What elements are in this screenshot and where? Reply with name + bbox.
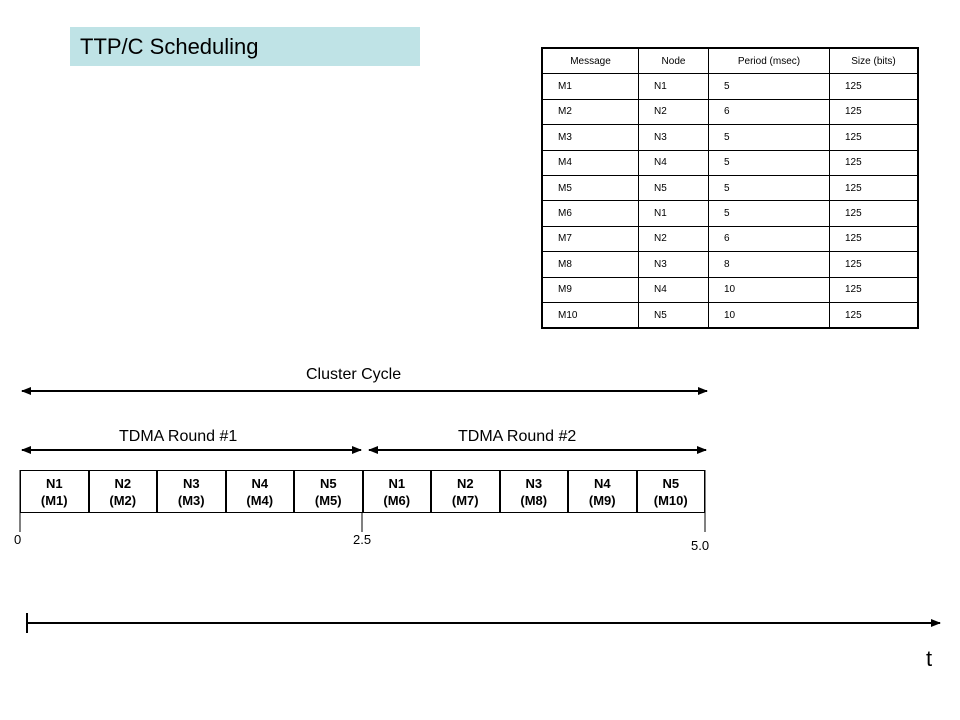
cell-period: 6 bbox=[709, 226, 830, 251]
slot-message: (M4) bbox=[246, 492, 274, 508]
tick-start: 0 bbox=[14, 532, 22, 547]
cell-node: N2 bbox=[639, 226, 709, 251]
slot-node: N2 bbox=[114, 475, 132, 491]
slot-node: N3 bbox=[182, 475, 200, 491]
cell-message: M3 bbox=[542, 125, 639, 150]
cell-size: 125 bbox=[830, 302, 919, 328]
cell-size: 125 bbox=[830, 99, 919, 124]
tdma-slot bbox=[294, 470, 363, 513]
cell-period: 10 bbox=[709, 277, 830, 302]
cell-period: 5 bbox=[709, 150, 830, 175]
header-period: Period (msec) bbox=[709, 48, 830, 74]
cell-size: 125 bbox=[830, 150, 919, 175]
slide-title: TTP/C Scheduling bbox=[70, 27, 420, 66]
cell-period: 5 bbox=[709, 201, 830, 226]
cell-node: N4 bbox=[639, 150, 709, 175]
cell-message: M2 bbox=[542, 99, 639, 124]
cell-period: 5 bbox=[709, 74, 830, 99]
cell-node: N1 bbox=[639, 201, 709, 226]
cell-period: 6 bbox=[709, 99, 830, 124]
cell-node: N3 bbox=[639, 252, 709, 277]
slot-node: N4 bbox=[593, 475, 611, 491]
cell-node: N5 bbox=[639, 302, 709, 328]
tdma-slot bbox=[226, 470, 295, 513]
cell-node: N5 bbox=[639, 175, 709, 200]
cell-message: M10 bbox=[542, 302, 639, 328]
tdma-slot bbox=[363, 470, 432, 513]
cell-message: M7 bbox=[542, 226, 639, 251]
slot-message: (M10) bbox=[653, 492, 688, 508]
slot-message: (M7) bbox=[451, 492, 479, 508]
cell-size: 125 bbox=[830, 252, 919, 277]
cell-period: 5 bbox=[709, 125, 830, 150]
header-size: Size (bits) bbox=[830, 48, 919, 74]
slot-message: (M1) bbox=[40, 492, 68, 508]
slot-node: N3 bbox=[525, 475, 543, 491]
tdma-slot bbox=[431, 470, 500, 513]
cell-period: 10 bbox=[709, 302, 830, 328]
cell-message: M9 bbox=[542, 277, 639, 302]
cell-message: M4 bbox=[542, 150, 639, 175]
tdma-slot bbox=[500, 470, 569, 513]
cell-message: M5 bbox=[542, 175, 639, 200]
tdma-slot bbox=[20, 470, 89, 513]
slot-node: N5 bbox=[662, 475, 680, 491]
tick-end: 5.0 bbox=[691, 538, 710, 553]
time-label: t bbox=[926, 646, 933, 671]
slot-node: N1 bbox=[45, 475, 63, 491]
cell-node: N4 bbox=[639, 277, 709, 302]
cell-size: 125 bbox=[830, 226, 919, 251]
tdma-slot bbox=[157, 470, 226, 513]
cell-size: 125 bbox=[830, 125, 919, 150]
slot-message: (M5) bbox=[314, 492, 342, 508]
cell-node: N3 bbox=[639, 125, 709, 150]
tick-mid: 2.5 bbox=[353, 532, 372, 547]
slot-message: (M6) bbox=[383, 492, 411, 508]
cell-message: M6 bbox=[542, 201, 639, 226]
tdma-slot bbox=[568, 470, 637, 513]
round1-label: TDMA Round #1 bbox=[119, 428, 238, 445]
slot-message: (M2) bbox=[109, 492, 137, 508]
slot-node: N4 bbox=[251, 475, 269, 491]
cell-node: N2 bbox=[639, 99, 709, 124]
cell-size: 125 bbox=[830, 277, 919, 302]
cell-period: 5 bbox=[709, 175, 830, 200]
slot-message: (M9) bbox=[588, 492, 616, 508]
cell-size: 125 bbox=[830, 74, 919, 99]
header-message: Message bbox=[542, 48, 639, 74]
cell-size: 125 bbox=[830, 201, 919, 226]
slot-node: N2 bbox=[456, 475, 474, 491]
cell-period: 8 bbox=[709, 252, 830, 277]
cell-size: 125 bbox=[830, 175, 919, 200]
header-node: Node bbox=[639, 48, 709, 74]
slot-node: N5 bbox=[319, 475, 337, 491]
cell-node: N1 bbox=[639, 74, 709, 99]
slot-node: N1 bbox=[388, 475, 406, 491]
tdma-slot bbox=[89, 470, 158, 513]
cluster-cycle-label: Cluster Cycle bbox=[306, 366, 402, 383]
round2-label: TDMA Round #2 bbox=[458, 428, 577, 445]
slot-message: (M3) bbox=[177, 492, 205, 508]
tdma-slot bbox=[637, 470, 706, 513]
slot-message: (M8) bbox=[520, 492, 548, 508]
cell-message: M1 bbox=[542, 74, 639, 99]
cell-message: M8 bbox=[542, 252, 639, 277]
